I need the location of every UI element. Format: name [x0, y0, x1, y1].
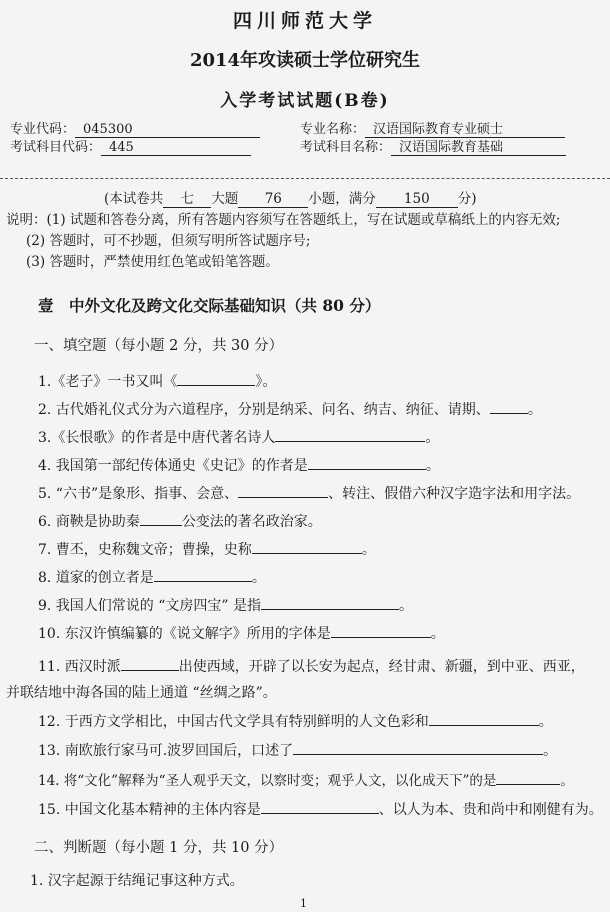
paper-info-text: 分): [457, 191, 477, 207]
question-item: 13. 南欧旅行家马可.波罗回国后，口述了 。: [38, 740, 557, 760]
question-item: 5. “六书”是象形、指事、会意、 、转注、假借六种汉字造字法和用字法。: [38, 483, 580, 503]
major-name-value: 汉语国际教育专业硕士: [365, 122, 565, 138]
page-number: 1: [300, 897, 307, 910]
answer-blank: [261, 799, 379, 814]
part-title: 二、判断题（每小题 1 分，共 10 分）: [34, 840, 284, 856]
question-item: 9. 我国人们常说的 “文房四宝” 是指 。: [38, 595, 413, 615]
major-name-row: [300, 118, 565, 138]
question-item: 12. 于西方文学相比，中国古代文学具有特别鲜明的人文色彩和 。: [38, 711, 553, 731]
subject-name-row: [300, 136, 566, 156]
answer-blank: [140, 511, 182, 526]
section-title: 壹 中外文化及跨文化交际基础知识（共 80 分）: [38, 296, 381, 315]
question-item: 7. 曹丕，史称魏文帝；曹操，史称 。: [38, 539, 376, 559]
question-item: 3.《长恨歌》的作者是中唐代著名诗人 。: [38, 427, 439, 447]
question-item: 4. 我国第一部纪传体通史《史记》的作者是 。: [38, 455, 440, 475]
question-item: 6. 商鞅是协助秦 公变法的著名政治家。: [38, 511, 322, 531]
university-name: 四川师范大学: [232, 10, 377, 32]
part-title: 一、填空题（每小题 2 分，共 30 分）: [34, 338, 284, 354]
paper-title: 入学考试试题(B卷): [220, 91, 390, 111]
question-item: 10. 东汉许慎编纂的《说文解字》所用的字体是 。: [38, 623, 445, 643]
instruction-line: (2) 答题时，可不抄题，但须写明所答试题序号;: [26, 233, 311, 249]
answer-blank: [177, 371, 255, 386]
subject-code-label: 考试科目代码：: [10, 140, 102, 155]
answer-blank: [238, 483, 328, 498]
question-continuation: 并联结地中海各国的陆上通道 “丝绸之路”。: [6, 685, 277, 701]
answer-blank: [121, 656, 179, 671]
paper-info-text: 大题: [211, 191, 239, 207]
instruction-line: 说明：(1) 试题和答卷分离，所有答题内容须写在答题纸上，写在试题或草稿纸上的内容无效;: [6, 212, 561, 228]
subject-name-value: 汉语国际教育基础: [391, 140, 566, 156]
answer-blank: [429, 711, 539, 726]
major-code-label: 专业代码：: [10, 122, 76, 137]
instruction-line: (3) 答题时，严禁使用红色笔或铅笔答题。: [26, 254, 279, 270]
answer-blank: [293, 740, 543, 755]
answer-blank: [252, 539, 362, 554]
major-code-row: [10, 118, 260, 138]
subject-code-value: 445: [101, 140, 251, 156]
paper-info-text: (本试卷共: [104, 191, 164, 207]
answer-blank: [154, 567, 252, 582]
major-question-count: 七: [163, 192, 211, 208]
subject-name-label: 考试科目名称：: [300, 140, 392, 155]
full-score: 150: [376, 192, 458, 208]
question-item: 14. 将“文化”解释为“圣人观乎天文，以察时变；观乎人文，以化成天下”的是 。: [38, 769, 574, 789]
subject-code-row: [10, 136, 251, 156]
answer-blank: [490, 399, 528, 414]
paper-info-text: 小题，满分: [308, 191, 376, 207]
major-code-value: 045300: [75, 122, 260, 138]
answer-blank: [308, 455, 426, 470]
tf-question-item: 1. 汉字起源于结绳记事这种方式。: [30, 873, 244, 889]
header-separator: [0, 178, 610, 179]
paper-info-line: [104, 187, 477, 208]
minor-question-count: 76: [238, 192, 308, 208]
question-item: 1.《老子》一书又叫《 》。: [38, 371, 276, 391]
question-item: 8. 道家的创立者是 。: [38, 567, 266, 587]
exam-title: 2014年攻读硕士学位研究生: [189, 50, 421, 71]
answer-blank: [261, 595, 399, 610]
answer-blank: [331, 623, 431, 638]
question-item: 15. 中国文化基本精神的主体内容是 、以人为本、贵和尚中和刚健有为。: [38, 799, 603, 819]
question-item: 11. 西汉时派 出使西域，开辟了以长安为起点，经甘肃、新疆，到中亚、西亚，: [38, 656, 585, 676]
answer-blank: [496, 770, 560, 785]
question-item: 2. 古代婚礼仪式分为六道程序，分别是纳采、问名、纳吉、纳征、请期、 。: [38, 399, 542, 419]
answer-blank: [275, 427, 425, 442]
major-name-label: 专业名称：: [300, 122, 366, 137]
